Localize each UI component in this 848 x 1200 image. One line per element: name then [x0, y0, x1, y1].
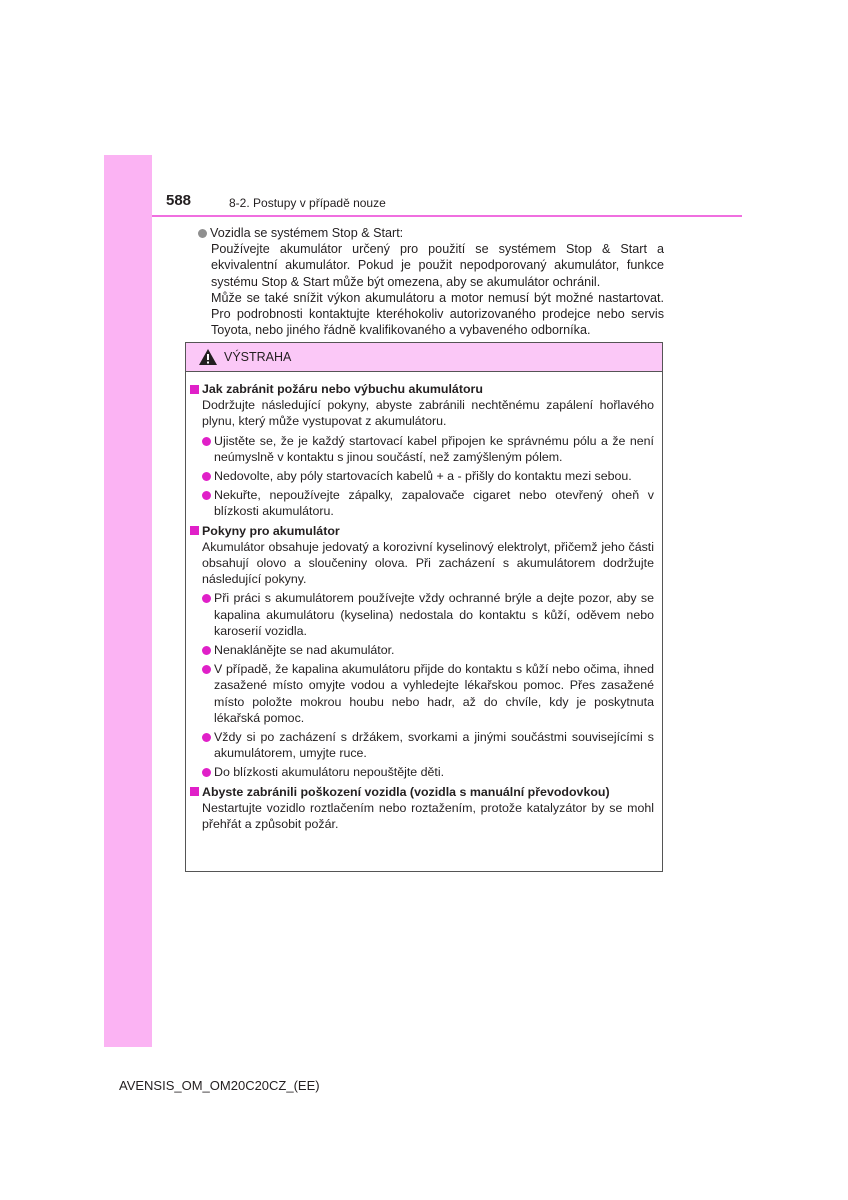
round-bullet-icon — [202, 594, 211, 603]
list-item — [190, 642, 654, 658]
list-item-text: Nekuřte, nepoužívejte zápalky, zapalovače cigaret nebo otevřený oheň v blízkosti akumulátoru. — [214, 488, 654, 519]
section-title: 8-2. Postupy v případě nouze — [229, 196, 386, 210]
list-item — [190, 661, 654, 726]
round-bullet-icon — [202, 491, 211, 500]
page-number: 588 — [166, 192, 192, 209]
list-item — [190, 764, 654, 780]
warning-body — [186, 372, 662, 832]
note-title: Vozidla se systémem Stop & Start: — [210, 226, 404, 240]
square-bullet-icon — [190, 526, 199, 535]
list-item-text: Nedovolte, aby póly startovacích kabelů + a - přišly do kontaktu mezi sebou. — [214, 469, 632, 484]
list-item-text: Nenaklánějte se nad akumulátor. — [214, 643, 395, 658]
round-bullet-icon — [202, 437, 211, 446]
header-rule — [152, 215, 742, 217]
note-paragraph: Může se také snížit výkon akumulátoru a motor nemusí být možné nastartovat. Pro podrobnosti kontaktujte kteréhokoliv autorizovaného prodejce nebo servis Toyota, nebo jiného řádně kvalifikovaného a vybaveného odborníka. — [211, 290, 664, 338]
round-bullet-icon — [202, 472, 211, 481]
round-bullet-icon — [202, 665, 211, 674]
section-heading-text: Jak zabránit požáru nebo výbuchu akumulátoru — [202, 382, 483, 396]
list-item — [190, 468, 654, 484]
section-intro: Dodržujte následující pokyny, abyste zabránili nechtěnému zapálení hořlavého plynu, který může vystupovat z akumulátoru. — [202, 398, 654, 429]
section-heading — [190, 381, 654, 397]
section-heading-text: Pokyny pro akumulátor — [202, 523, 340, 538]
section-heading — [190, 523, 654, 539]
section-heading-text: Abyste zabránili poškození vozidla (vozidla s manuální převodovkou) — [202, 784, 610, 799]
section-intro: Akumulátor obsahuje jedovatý a korozivní kyselinový elektrolyt, přičemž jeho části obsahují olovo a sloučeniny olova. Při zacházení s akumulátorem dodržujte následující pokyny. — [202, 539, 654, 587]
list-item-text: Při práci s akumulátorem používejte vždy ochranné brýle a dejte pozor, aby se kapalina akumulátoru (kyselina) nedostala do kontaktu s kůží, oděvem nebo karoserií vozidla. — [214, 591, 654, 638]
footer-doc-code: AVENSIS_OM_OM20C20CZ_(EE) — [119, 1078, 320, 1093]
square-bullet-icon — [190, 385, 199, 394]
note-paragraph: Používejte akumulátor určený pro použití se systémem Stop & Start a ekvivalentní akumulátor. Pokud je použit nepodporovaný akumulátor, funkce systému Stop & Start může být omezena, aby se akumulátor ochránil. — [211, 242, 664, 289]
list-item — [190, 729, 654, 761]
list-item-text: Ujistěte se, že je každý startovací kabel připojen ke správnému pólu a že není neúmyslně v kontaktu s jinou součástí, než zamýšleným pólem. — [214, 433, 654, 464]
warning-label: VÝSTRAHA — [224, 350, 292, 364]
section-heading — [190, 784, 654, 800]
note-body — [198, 241, 664, 338]
round-bullet-icon — [202, 768, 211, 777]
warning-box — [185, 342, 663, 872]
section-intro: Nestartujte vozidlo roztlačením nebo roztažením, protože katalyzátor by se mohl přehřát a způsobit požár. — [202, 800, 654, 832]
round-bullet-icon — [202, 646, 211, 655]
list-item-text: Vždy si po zacházení s držákem, svorkami a jinými součástmi souvisejícími s akumulátorem, umyjte ruce. — [214, 730, 654, 761]
stop-start-note — [198, 225, 664, 338]
gray-bullet-icon — [198, 229, 207, 238]
note-title-row — [198, 225, 664, 241]
list-item-text: V případě, že kapalina akumulátoru přijde do kontaktu s kůží nebo očima, ihned zasažené místo omyjte vodou a vyhledejte lékařskou pomoc. Přes zasažené místo položte mokrou houbu nebo hadr, až do chvíle, kdy je poskytnuta lékařská pomoc. — [214, 662, 654, 725]
list-item — [190, 433, 654, 465]
square-bullet-icon — [190, 787, 199, 796]
list-item — [190, 590, 654, 639]
round-bullet-icon — [202, 733, 211, 742]
warning-triangle-icon — [198, 348, 218, 366]
list-item — [190, 487, 654, 519]
warning-header — [186, 343, 662, 372]
list-item-text: Do blízkosti akumulátoru nepouštějte děti. — [214, 765, 445, 780]
chapter-side-tab — [104, 155, 152, 1047]
